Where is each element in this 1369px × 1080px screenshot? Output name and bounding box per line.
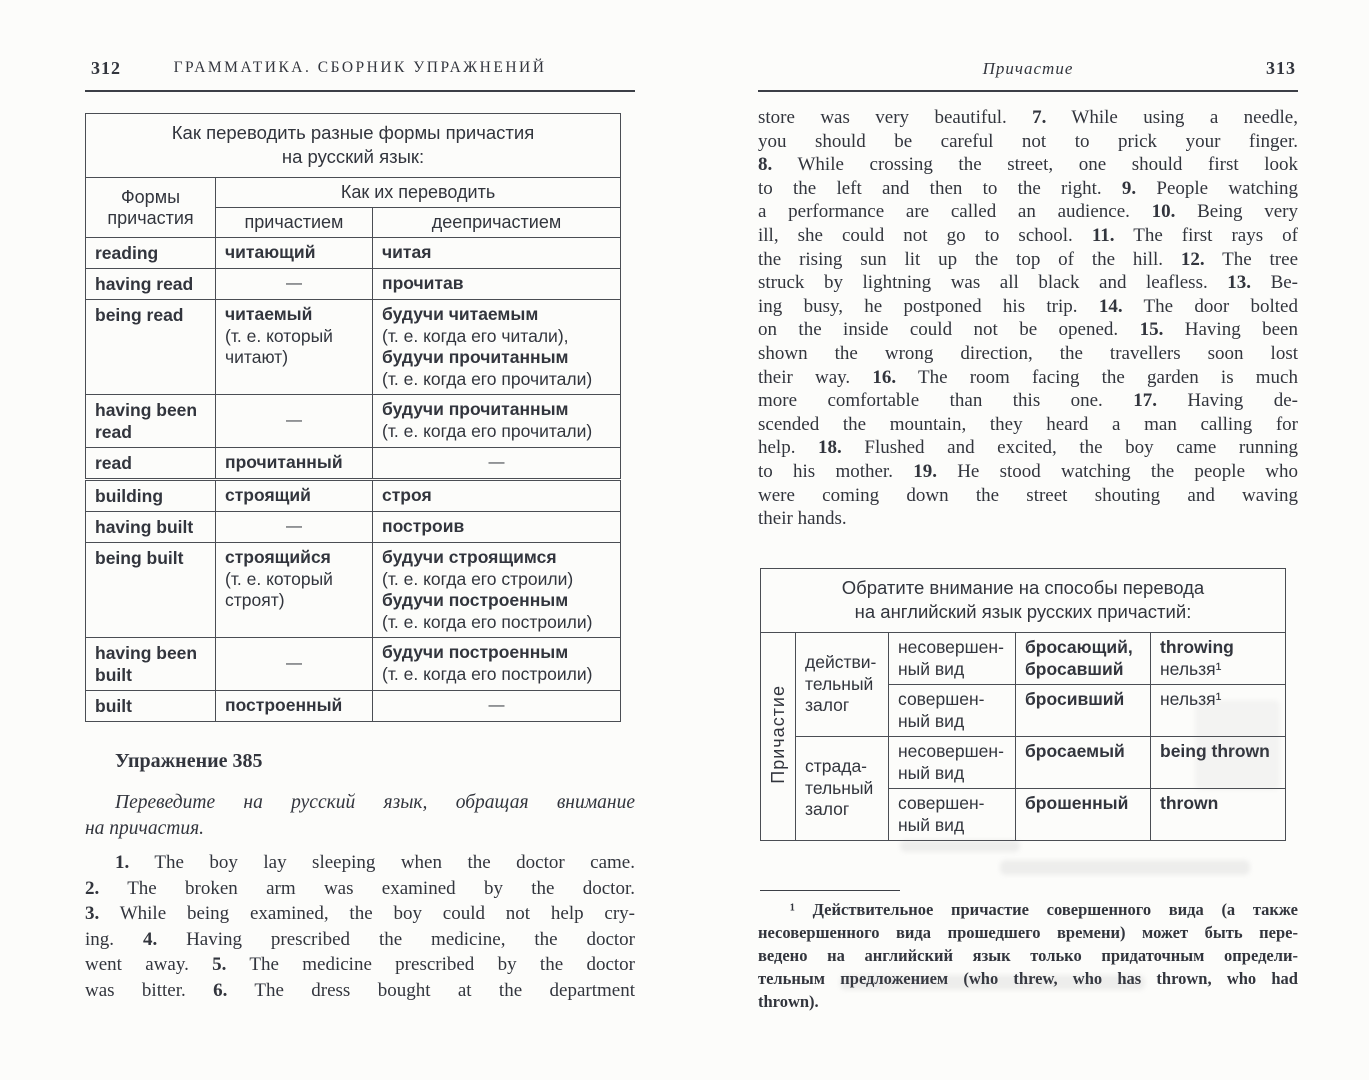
aspect-cell (889, 737, 1016, 789)
table-cell-line: (т. е. который (225, 568, 333, 589)
gerund-cell (373, 638, 621, 691)
exercise-title: Упражнение 385 (115, 750, 263, 772)
gerund-cell: — (373, 448, 621, 480)
footnote-rule (760, 890, 900, 891)
english-translation-cell (1151, 789, 1286, 841)
text-line: you should be careful not to prick your finger. (758, 130, 1298, 152)
voice-line: залог (805, 695, 850, 716)
text-line: scended the mountain, they heard a man calling for (758, 413, 1298, 435)
participle-cell: — (216, 512, 373, 543)
table-cell-line: (т. е. когда его построили) (382, 611, 593, 632)
table-cell-line: бросаемый (1025, 741, 1125, 761)
gerund-cell (373, 543, 621, 638)
running-title-right: Причастие (982, 59, 1074, 78)
table-cell-line: построив (382, 516, 465, 536)
text-line: were coming down the street shouting and waving (758, 484, 1298, 506)
participle-cell: — (216, 638, 373, 691)
table-cell-line: бросающий, (1025, 637, 1133, 657)
form-line: building (95, 486, 164, 506)
table-cell-line: (т. е. когда его прочитали) (382, 420, 593, 441)
english-translation-cell (1151, 685, 1286, 737)
text-line: ¹ Действительное причастие совершенного вида (а также (790, 900, 1298, 919)
exercise-instruction (85, 790, 635, 842)
form-line: being read (95, 305, 184, 325)
form-line: read (95, 422, 132, 442)
gerund-cell (373, 395, 621, 448)
participle-translation-table (85, 113, 621, 722)
english-form-cell (86, 543, 216, 638)
table-cell-line: строящий (225, 485, 311, 505)
text-line: ill, she could not go to school. 11. The first rays of (758, 224, 1298, 246)
english-form-cell (86, 395, 216, 448)
column-header-forms (86, 178, 216, 238)
table-title-line: Обратите внимание на способы перевода (841, 577, 1205, 598)
text-line: Переведите на русский язык, обращая внимание (115, 792, 635, 813)
voice-cell (796, 737, 889, 841)
table-cell-line: будучи прочитанным (382, 399, 569, 419)
table-cell-line: бросавший (1025, 658, 1124, 679)
table-cell-line: нельзя¹ (1160, 689, 1222, 709)
participle-cell: — (216, 395, 373, 448)
english-form-cell (86, 238, 216, 269)
text-line: was bitter. 6. The dress bought at the department (85, 979, 635, 1001)
participle-cell: — (216, 269, 373, 300)
text-line: ing busy, he postponed his trip. 14. The door bolted (758, 295, 1298, 317)
right-page-header (758, 58, 1298, 92)
text-line: 8. While crossing the street, one should first look (758, 154, 1298, 176)
table-row (86, 395, 621, 448)
table-cell-line: строящийся (225, 547, 331, 567)
table-cell-line: будучи прочитанным (382, 347, 569, 367)
table-cell-line: (т. е. когда его читали), (382, 325, 569, 346)
table-row (86, 512, 621, 543)
english-form-cell (86, 691, 216, 722)
text-line: their hands. (758, 508, 847, 530)
voice-line: действи- (805, 652, 877, 673)
voice-line: залог (805, 799, 850, 820)
table-title (86, 114, 621, 178)
english-form-cell (86, 638, 216, 691)
exercise-sentences-continued (758, 106, 1298, 531)
table-title (761, 569, 1286, 633)
russian-participle-cell (1016, 633, 1151, 685)
table-cell-line: строят) (225, 590, 285, 610)
vertical-label: Причастие (767, 684, 788, 784)
table-cell-line: нельзя¹ (1160, 658, 1222, 679)
form-line: having been (95, 643, 198, 663)
table-title-line: на русский язык: (281, 146, 425, 167)
table-cell-line: ный вид (898, 710, 965, 731)
table-cell-line: несовершен- (898, 637, 1004, 657)
form-line: read (95, 453, 132, 473)
table-cell-line: (т. е. который (225, 325, 333, 346)
text-line: ing. 4. Having prescribed the medicine, the doctor (85, 928, 635, 950)
table-title-line: Как переводить разные формы причастия (171, 122, 535, 143)
table-row (86, 543, 621, 638)
participle-cell (216, 543, 373, 638)
voice-cell (796, 633, 889, 737)
text-line: on the inside could not be opened. 15. Having been (758, 319, 1298, 341)
text-line: their way. 16. The room facing the garden is much (758, 366, 1298, 388)
table-cell-line: (т. е. когда его построили) (382, 663, 593, 684)
form-line: built (95, 696, 132, 716)
table-cell-line: строя (382, 485, 432, 505)
right-page (758, 0, 1298, 1080)
table-row (86, 691, 621, 722)
text-line: тельным предложением (who threw, who has thrown, who had (758, 969, 1298, 988)
english-form-cell (86, 300, 216, 395)
text-line: на причастия. (85, 818, 205, 839)
voice-line: страда- (805, 756, 868, 777)
text-line: несовершенного вида прошедшего времени) может быть пере- (758, 923, 1298, 942)
form-line: being built (95, 548, 184, 568)
table-header-row (86, 178, 621, 208)
gerund-cell (373, 480, 621, 512)
text-line: 1. The boy lay sleeping when the doctor came. (115, 852, 635, 873)
form-line: having built (95, 517, 194, 537)
text-line: 3. While being examined, the boy could not help cry- (85, 903, 635, 924)
russian-participle-cell (1016, 685, 1151, 737)
voice-line: тельный (805, 777, 874, 798)
column-header-how: Как их переводить (216, 178, 621, 208)
table-cell-line: брошенный (1025, 793, 1129, 813)
table-title-line: на английский язык русских причастий: (854, 601, 1192, 622)
table-cell-line: бросивший (1025, 689, 1125, 709)
table-cell-line: ный вид (898, 658, 965, 679)
table-row (86, 448, 621, 480)
gerund-cell (373, 269, 621, 300)
aspect-cell (889, 685, 1016, 737)
voice-line: тельный (805, 673, 874, 694)
participle-cell (216, 480, 373, 512)
column-header-gerund: деепричастием (373, 208, 621, 238)
table-cell-line: будучи построенным (382, 590, 569, 610)
aspect-cell (889, 633, 1016, 685)
participle-cell (216, 448, 373, 480)
footnote (758, 898, 1298, 1013)
english-form-cell (86, 269, 216, 300)
english-form-cell (86, 448, 216, 480)
table-cell-line: being thrown (1160, 741, 1270, 761)
ways-of-translation-table-body (761, 569, 1286, 841)
table-row (86, 238, 621, 269)
gerund-cell: — (373, 691, 621, 722)
text-line: went away. 5. The medicine prescribed by the doctor (85, 954, 635, 975)
table-row (86, 638, 621, 691)
table-cell-line: (т. е. когда его прочитали) (382, 368, 593, 389)
table-cell-line: thrown (1160, 793, 1219, 813)
form-line: having been (95, 400, 198, 420)
table-cell-line: ный вид (898, 762, 965, 783)
english-translation-cell (1151, 633, 1286, 685)
page-number-left: 312 (91, 58, 121, 78)
text-line: to the left and then to the right. 9. People watching (758, 177, 1298, 199)
table-cell-line: будучи построенным (382, 642, 569, 662)
table-row (761, 737, 1286, 789)
table-row (86, 480, 621, 512)
english-form-cell (86, 512, 216, 543)
russian-participle-cell (1016, 789, 1151, 841)
table-row (761, 633, 1286, 685)
table-title-row (86, 114, 621, 178)
text-line: a performance are called an audience. 10. Being very (758, 201, 1299, 223)
text-line: struck by lightning was all black and leafless. 13. Be- (758, 272, 1298, 294)
table-cell-line: совершен- (898, 793, 985, 813)
gerund-cell (373, 300, 621, 395)
table-cell-line: будучи строящимся (382, 547, 557, 567)
form-line: built (95, 665, 132, 685)
table-cell-line: читающий (225, 242, 316, 262)
column-header-participle: причастием (216, 208, 373, 238)
text-line: store was very beautiful. 7. While using a needle, (758, 107, 1298, 128)
table-cell-line: построенный (225, 695, 343, 715)
running-title-left: ГРАММАТИКА. СБОРНИК УПРАЖНЕНИЙ (173, 59, 547, 76)
table-row (86, 300, 621, 395)
header-line: Формы (120, 186, 181, 207)
table-title-row (761, 569, 1286, 633)
aspect-cell (889, 789, 1016, 841)
table-cell-line: читая (382, 242, 432, 262)
vertical-label-cell (761, 633, 796, 841)
exercise-sentences (85, 850, 635, 1003)
english-form-cell (86, 480, 216, 512)
table-cell-line: несовершен- (898, 741, 1004, 761)
text-line: 2. The broken arm was examined by the doctor. (85, 877, 635, 899)
participle-cell (216, 238, 373, 269)
table-cell-line: читают) (225, 347, 289, 367)
participle-cell (216, 300, 373, 395)
table-cell-line: (т. е. когда его строили) (382, 568, 574, 589)
participle-cell (216, 691, 373, 722)
page-number-right: 313 (1266, 58, 1296, 78)
left-page-header (85, 58, 635, 92)
left-page (85, 0, 635, 1080)
russian-participle-cell (1016, 737, 1151, 789)
participle-translation-table-body (86, 114, 621, 722)
gerund-cell (373, 238, 621, 269)
english-translation-cell (1151, 737, 1286, 789)
gerund-cell (373, 512, 621, 543)
header-line: причастия (107, 207, 194, 228)
form-line: having read (95, 274, 194, 294)
table-cell-line: прочитанный (225, 452, 343, 472)
text-line: the rising sun lit up the top of the hill. 12. The tree (758, 248, 1298, 270)
text-line: help. 18. Flushed and excited, the boy came running (758, 437, 1298, 459)
ways-of-translation-table (760, 568, 1286, 841)
text-line: thrown). (758, 992, 819, 1011)
table-row (86, 269, 621, 300)
text-line: more comfortable than this one. 17. Having de- (758, 390, 1298, 412)
table-cell-line: читаемый (225, 304, 313, 324)
text-line: shown the wrong direction, the travellers soon lost (758, 342, 1298, 364)
table-cell-line: ный вид (898, 814, 965, 835)
text-line: to his mother. 19. He stood watching the people who (758, 460, 1298, 482)
form-line: reading (95, 243, 159, 263)
table-cell-line: прочитав (382, 273, 464, 293)
table-cell-line: будучи читаемым (382, 304, 539, 324)
table-cell-line: совершен- (898, 689, 985, 709)
text-line: ведено на английский язык только придаточным определи- (758, 946, 1298, 965)
table-cell-line: throwing (1160, 637, 1234, 657)
